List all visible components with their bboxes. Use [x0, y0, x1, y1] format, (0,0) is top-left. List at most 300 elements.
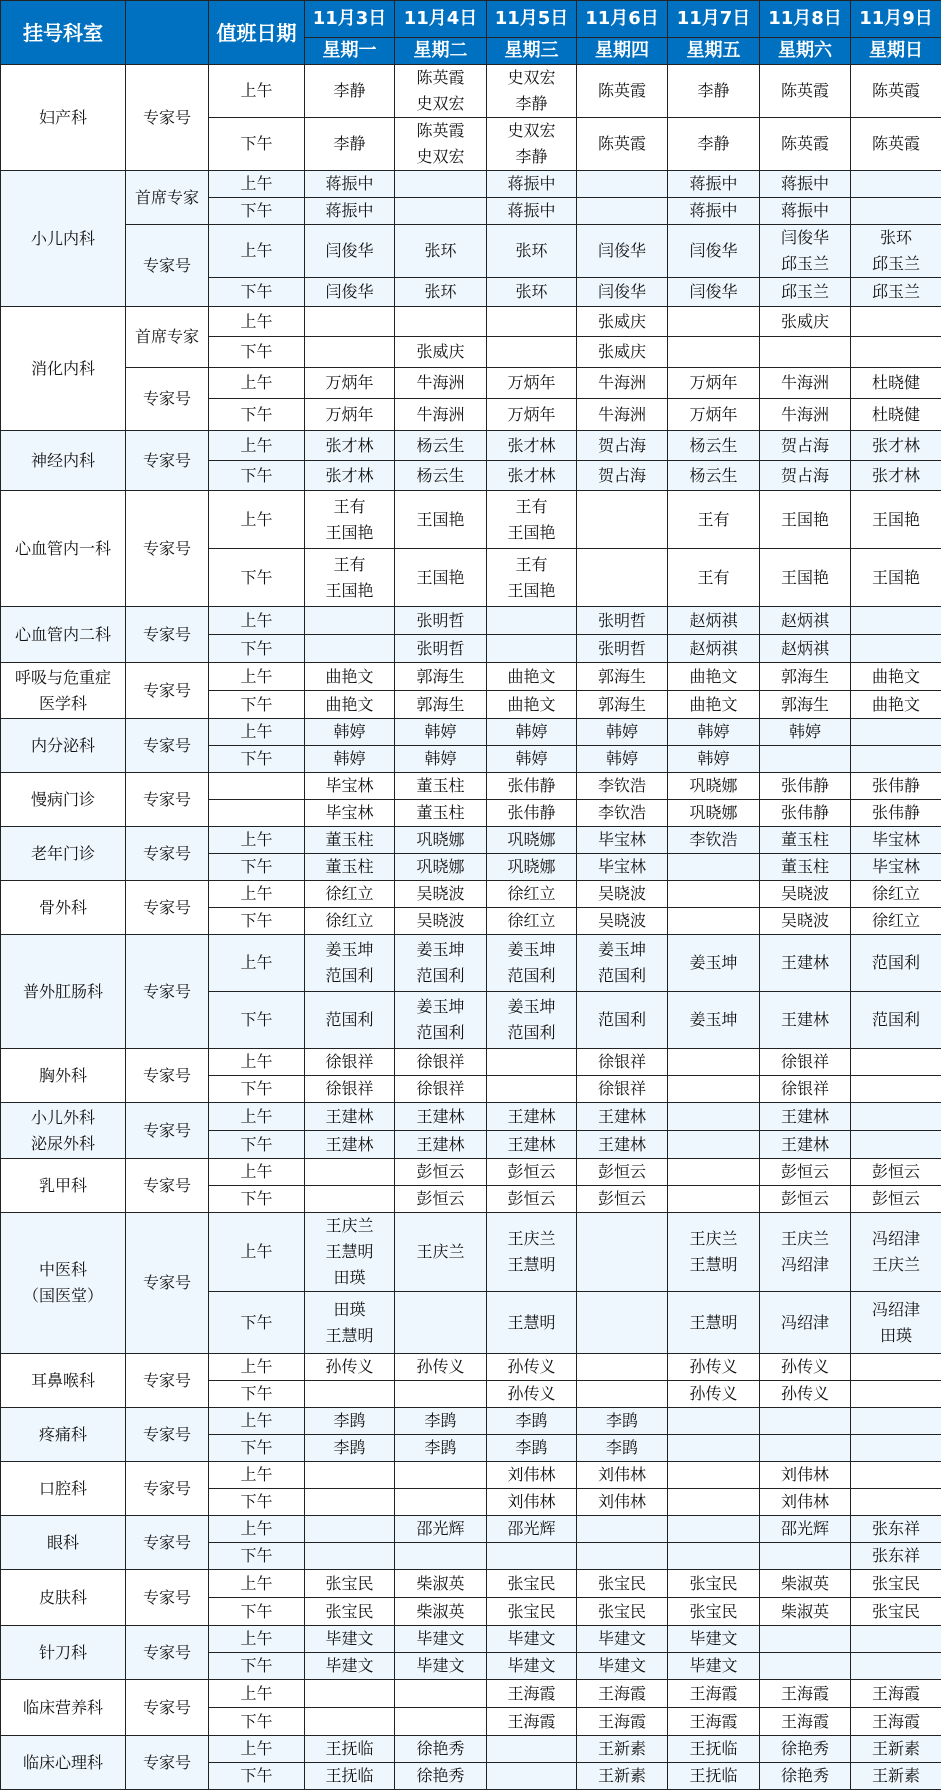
period-cell: 上午 — [209, 431, 305, 461]
period-cell: 下午 — [209, 1186, 305, 1213]
period-cell: 上午 — [209, 663, 305, 691]
doctor-cell: 徐银祥 — [395, 1049, 487, 1076]
doctor-cell — [305, 1186, 395, 1213]
period-cell: 下午 — [209, 1598, 305, 1626]
doctor-cell: 王国艳 — [851, 491, 941, 549]
doctor-cell: 张东祥 — [851, 1543, 941, 1570]
doctor-cell: 姜玉坤 范国利 — [487, 992, 577, 1049]
period-cell: 上午 — [209, 1680, 305, 1708]
registration-type: 专家号 — [126, 719, 209, 773]
doctor-cell: 彭恒云 — [395, 1186, 487, 1213]
schedule-row — [1, 1736, 941, 1763]
doctor-cell: 毕建文 — [395, 1653, 487, 1680]
doctor-cell: 王新素 — [577, 1736, 668, 1763]
table-header — [1, 1, 941, 65]
schedule-row — [1, 1516, 941, 1543]
doctor-cell: 毕宝林 — [577, 827, 668, 854]
doctor-cell: 韩婷 — [395, 746, 487, 773]
registration-type: 专家号 — [126, 1213, 209, 1354]
doctor-cell: 王有 王国艳 — [305, 549, 395, 607]
doctor-cell: 曲艳文 — [305, 691, 395, 719]
doctor-cell: 韩婷 — [487, 746, 577, 773]
doctor-cell — [305, 1462, 395, 1489]
doctor-cell — [668, 1076, 760, 1103]
doctor-cell: 王抚临 — [668, 1736, 760, 1763]
doctor-cell: 陈英霞 — [577, 65, 668, 118]
doctor-cell — [577, 1516, 668, 1543]
doctor-cell: 王建林 — [395, 1103, 487, 1131]
doctor-cell: 张宝民 — [668, 1570, 760, 1598]
doctor-cell: 万炳年 — [305, 399, 395, 431]
doctor-cell: 范国利 — [305, 992, 395, 1049]
period-cell: 上午 — [209, 1159, 305, 1186]
doctor-cell: 陈英霞 — [577, 118, 668, 171]
doctor-cell: 邵光辉 — [760, 1516, 851, 1543]
doctor-cell: 张宝民 — [487, 1570, 577, 1598]
period-cell: 上午 — [209, 307, 305, 337]
doctor-cell: 王新素 — [851, 1763, 941, 1790]
doctor-cell: 张环 邱玉兰 — [851, 225, 941, 278]
period-cell: 上午 — [209, 491, 305, 549]
doctor-cell: 毕宝林 — [851, 827, 941, 854]
header-date: 11月4日 — [395, 1, 487, 38]
doctor-cell: 邱玉兰 — [760, 278, 851, 307]
doctor-cell — [851, 307, 941, 337]
doctor-cell: 王有 王国艳 — [487, 549, 577, 607]
doctor-cell: 王抚临 — [305, 1763, 395, 1790]
doctor-cell: 曲艳文 — [487, 663, 577, 691]
doctor-cell — [577, 1292, 668, 1354]
period-cell: 下午 — [209, 854, 305, 881]
period-cell: 下午 — [209, 1543, 305, 1570]
doctor-cell: 王海霞 — [577, 1708, 668, 1736]
doctor-cell — [851, 1354, 941, 1381]
doctor-cell — [851, 1103, 941, 1131]
doctor-cell: 闫俊华 — [577, 225, 668, 278]
department-name: 疼痛科 — [1, 1408, 126, 1462]
doctor-cell: 邵光辉 — [395, 1516, 487, 1543]
period-cell: 上午 — [209, 1354, 305, 1381]
doctor-cell: 姜玉坤 范国利 — [305, 935, 395, 992]
doctor-cell: 陈英霞 — [851, 118, 941, 171]
doctor-cell: 张伟静 — [760, 800, 851, 827]
doctor-cell — [395, 198, 487, 225]
schedule-row — [1, 827, 941, 854]
doctor-cell: 曲艳文 — [487, 691, 577, 719]
registration-type: 专家号 — [126, 607, 209, 663]
doctor-cell: 李鹍 — [305, 1435, 395, 1462]
doctor-cell — [851, 1462, 941, 1489]
schedule-row — [1, 1408, 941, 1435]
schedule-row — [1, 1354, 941, 1381]
schedule-row — [1, 1103, 941, 1131]
period-cell: 下午 — [209, 399, 305, 431]
doctor-cell: 张宝民 — [305, 1570, 395, 1598]
header-weekday: 星期四 — [577, 38, 668, 65]
doctor-cell: 巩晓娜 — [487, 854, 577, 881]
doctor-cell: 陈英霞 — [760, 118, 851, 171]
department-name: 妇产科 — [1, 65, 126, 171]
doctor-cell: 李鹍 — [395, 1408, 487, 1435]
doctor-cell: 万炳年 — [305, 368, 395, 399]
doctor-cell: 王建林 — [487, 1103, 577, 1131]
doctor-cell: 孙传义 — [305, 1354, 395, 1381]
department-name: 针刀科 — [1, 1626, 126, 1680]
header-weekday: 星期六 — [760, 38, 851, 65]
doctor-cell: 徐银祥 — [760, 1076, 851, 1103]
doctor-cell — [668, 908, 760, 935]
doctor-cell — [577, 491, 668, 549]
period-cell: 上午 — [209, 171, 305, 198]
doctor-cell: 王建林 — [760, 1103, 851, 1131]
doctor-cell — [851, 337, 941, 368]
doctor-cell: 张伟静 — [851, 773, 941, 800]
doctor-cell: 刘伟林 — [577, 1489, 668, 1516]
registration-type: 专家号 — [126, 773, 209, 827]
doctor-cell: 张宝民 — [851, 1598, 941, 1626]
doctor-cell: 赵炳祺 — [760, 635, 851, 663]
doctor-cell — [668, 307, 760, 337]
doctor-cell: 王建林 — [760, 992, 851, 1049]
doctor-cell: 牛海洲 — [760, 368, 851, 399]
doctor-cell: 孙传义 — [760, 1381, 851, 1408]
doctor-cell: 姜玉坤 范国利 — [395, 935, 487, 992]
doctor-cell — [851, 1653, 941, 1680]
doctor-cell: 毕建文 — [305, 1653, 395, 1680]
period-cell: 下午 — [209, 1708, 305, 1736]
doctor-cell — [395, 1543, 487, 1570]
doctor-cell: 王建林 — [577, 1131, 668, 1159]
doctor-cell: 毕建文 — [487, 1653, 577, 1680]
doctor-cell: 张才林 — [487, 431, 577, 461]
department-name: 消化内科 — [1, 307, 126, 431]
doctor-cell: 王国艳 — [851, 549, 941, 607]
doctor-cell: 李静 — [305, 65, 395, 118]
period-cell: 下午 — [209, 278, 305, 307]
doctor-cell: 王慧明 — [668, 1292, 760, 1354]
registration-type: 首席专家 — [126, 171, 209, 225]
doctor-cell: 毕建文 — [577, 1626, 668, 1653]
doctor-cell: 范国利 — [577, 992, 668, 1049]
doctor-cell — [668, 854, 760, 881]
doctor-cell: 张宝民 — [577, 1598, 668, 1626]
doctor-cell — [577, 171, 668, 198]
doctor-cell: 刘伟林 — [487, 1462, 577, 1489]
doctor-cell: 张环 — [487, 225, 577, 278]
department-name: 乳甲科 — [1, 1159, 126, 1213]
period-cell: 上午 — [209, 1570, 305, 1598]
doctor-cell — [395, 307, 487, 337]
doctor-cell: 徐红立 — [851, 881, 941, 908]
period-cell: 上午 — [209, 1408, 305, 1435]
doctor-cell: 蒋振中 — [305, 171, 395, 198]
doctor-cell — [305, 1680, 395, 1708]
period-cell: 下午 — [209, 1435, 305, 1462]
doctor-cell: 彭恒云 — [577, 1159, 668, 1186]
doctor-cell: 王国艳 — [395, 491, 487, 549]
period-cell: 下午 — [209, 1653, 305, 1680]
schedule-row — [1, 1462, 941, 1489]
doctor-cell: 杨云生 — [668, 431, 760, 461]
doctor-cell — [668, 1435, 760, 1462]
doctor-cell: 陈英霞 史双宏 — [395, 65, 487, 118]
doctor-cell — [668, 1489, 760, 1516]
doctor-cell: 董玉柱 — [395, 773, 487, 800]
doctor-cell: 毕宝林 — [577, 854, 668, 881]
registration-type: 专家号 — [126, 1570, 209, 1626]
doctor-cell — [577, 1354, 668, 1381]
doctor-cell: 邱玉兰 — [851, 278, 941, 307]
doctor-cell: 徐艳秀 — [760, 1736, 851, 1763]
doctor-cell: 王建林 — [305, 1103, 395, 1131]
doctor-cell — [487, 1736, 577, 1763]
doctor-cell: 张才林 — [305, 431, 395, 461]
doctor-cell: 孙传义 — [668, 1381, 760, 1408]
doctor-cell: 毕建文 — [487, 1626, 577, 1653]
doctor-cell: 孙传义 — [395, 1354, 487, 1381]
doctor-cell: 牛海洲 — [760, 399, 851, 431]
doctor-cell — [395, 1708, 487, 1736]
doctor-cell: 徐银祥 — [395, 1076, 487, 1103]
doctor-cell: 李钦浩 — [577, 800, 668, 827]
department-name: 眼科 — [1, 1516, 126, 1570]
period-cell: 下午 — [209, 337, 305, 368]
doctor-cell: 董玉柱 — [305, 827, 395, 854]
header-weekday: 星期二 — [395, 38, 487, 65]
schedule-row — [1, 307, 941, 337]
doctor-cell — [305, 1381, 395, 1408]
schedule-row — [1, 607, 941, 635]
doctor-cell: 蒋振中 — [760, 198, 851, 225]
doctor-cell: 毕建文 — [668, 1626, 760, 1653]
department-name: 小儿内科 — [1, 171, 126, 307]
doctor-cell: 王海霞 — [668, 1708, 760, 1736]
doctor-cell — [577, 1543, 668, 1570]
doctor-cell: 闫俊华 — [577, 278, 668, 307]
department-name: 耳鼻喉科 — [1, 1354, 126, 1408]
schedule-row — [1, 1626, 941, 1653]
schedule-row — [1, 1213, 941, 1292]
doctor-cell: 毕宝林 — [305, 773, 395, 800]
doctor-cell: 刘伟林 — [760, 1489, 851, 1516]
doctor-cell: 贺占海 — [577, 461, 668, 491]
doctor-cell — [668, 1103, 760, 1131]
doctor-cell: 杨云生 — [668, 461, 760, 491]
department-name: 口腔科 — [1, 1462, 126, 1516]
period-cell: 上午 — [209, 827, 305, 854]
doctor-cell: 张明哲 — [577, 635, 668, 663]
doctor-cell: 张宝民 — [668, 1598, 760, 1626]
registration-type: 专家号 — [126, 1626, 209, 1680]
department-name: 普外肛肠科 — [1, 935, 126, 1049]
doctor-cell: 吴晓波 — [395, 881, 487, 908]
doctor-cell: 赵炳祺 — [668, 607, 760, 635]
doctor-cell: 徐银祥 — [577, 1076, 668, 1103]
period-cell: 上午 — [209, 65, 305, 118]
doctor-cell: 李鹍 — [487, 1408, 577, 1435]
doctor-cell — [851, 719, 941, 746]
doctor-cell — [851, 1408, 941, 1435]
doctor-cell: 张环 — [395, 225, 487, 278]
doctor-cell: 徐银祥 — [577, 1049, 668, 1076]
doctor-cell — [577, 1381, 668, 1408]
doctor-cell — [305, 635, 395, 663]
registration-type: 专家号 — [126, 1516, 209, 1570]
doctor-cell — [487, 1543, 577, 1570]
doctor-cell: 徐红立 — [851, 908, 941, 935]
doctor-cell: 王抚临 — [305, 1736, 395, 1763]
schedule-row — [1, 368, 941, 399]
doctor-cell: 王建林 — [305, 1131, 395, 1159]
period-cell: 下午 — [209, 1381, 305, 1408]
doctor-cell: 蒋振中 — [668, 171, 760, 198]
doctor-cell: 牛海洲 — [395, 368, 487, 399]
doctor-cell: 王新素 — [577, 1763, 668, 1790]
department-name: 骨外科 — [1, 881, 126, 935]
doctor-cell: 曲艳文 — [668, 691, 760, 719]
doctor-cell: 董玉柱 — [760, 854, 851, 881]
registration-type: 专家号 — [126, 431, 209, 491]
doctor-cell — [760, 746, 851, 773]
doctor-cell: 张宝民 — [487, 1598, 577, 1626]
header-weekday: 星期五 — [668, 38, 760, 65]
doctor-cell: 刘伟林 — [577, 1462, 668, 1489]
doctor-cell — [395, 171, 487, 198]
doctor-cell: 杨云生 — [395, 431, 487, 461]
doctor-cell — [305, 1543, 395, 1570]
doctor-cell: 张明哲 — [577, 607, 668, 635]
doctor-cell — [760, 1626, 851, 1653]
schedule-row — [1, 431, 941, 461]
doctor-cell: 郭海生 — [760, 691, 851, 719]
doctor-cell: 闫俊华 — [305, 278, 395, 307]
department-name: 中医科 （国医堂） — [1, 1213, 126, 1354]
doctor-cell — [851, 1381, 941, 1408]
doctor-cell: 吴晓波 — [760, 908, 851, 935]
doctor-cell: 蒋振中 — [487, 198, 577, 225]
doctor-cell: 李鹍 — [395, 1435, 487, 1462]
doctor-cell — [395, 1292, 487, 1354]
doctor-cell — [577, 198, 668, 225]
period-cell: 下午 — [209, 635, 305, 663]
doctor-cell: 王海霞 — [487, 1708, 577, 1736]
doctor-cell: 冯绍津 — [760, 1292, 851, 1354]
doctor-cell: 王建林 — [577, 1103, 668, 1131]
doctor-cell: 张才林 — [851, 431, 941, 461]
doctor-cell: 史双宏 李静 — [487, 118, 577, 171]
registration-type: 专家号 — [126, 1354, 209, 1408]
doctor-cell — [305, 337, 395, 368]
doctor-cell — [668, 1543, 760, 1570]
doctor-cell: 王海霞 — [760, 1680, 851, 1708]
department-name: 老年门诊 — [1, 827, 126, 881]
doctor-cell: 牛海洲 — [395, 399, 487, 431]
header-date: 11月6日 — [577, 1, 668, 38]
doctor-cell: 王海霞 — [760, 1708, 851, 1736]
doctor-cell: 韩婷 — [577, 746, 668, 773]
doctor-cell: 姜玉坤 — [668, 935, 760, 992]
doctor-cell: 张威庆 — [760, 307, 851, 337]
doctor-cell: 姜玉坤 范国利 — [487, 935, 577, 992]
doctor-cell: 姜玉坤 范国利 — [577, 935, 668, 992]
doctor-cell: 牛海洲 — [577, 399, 668, 431]
doctor-cell: 徐艳秀 — [395, 1763, 487, 1790]
doctor-cell: 韩婷 — [668, 746, 760, 773]
doctor-cell: 张伟静 — [487, 800, 577, 827]
doctor-cell: 巩晓娜 — [668, 800, 760, 827]
doctor-cell: 李钦浩 — [668, 827, 760, 854]
doctor-cell: 杨云生 — [395, 461, 487, 491]
doctor-cell — [395, 1680, 487, 1708]
doctor-cell — [760, 1543, 851, 1570]
doctor-cell: 彭恒云 — [395, 1159, 487, 1186]
doctor-cell: 彭恒云 — [487, 1186, 577, 1213]
doctor-cell: 徐红立 — [305, 908, 395, 935]
doctor-cell: 李鹍 — [305, 1408, 395, 1435]
doctor-cell: 张东祥 — [851, 1516, 941, 1543]
period-cell: 上午 — [209, 1213, 305, 1292]
doctor-cell: 陈英霞 史双宏 — [395, 118, 487, 171]
doctor-cell — [668, 337, 760, 368]
doctor-cell: 闫俊华 — [668, 225, 760, 278]
doctor-cell: 韩婷 — [577, 719, 668, 746]
doctor-cell: 贺占海 — [577, 431, 668, 461]
doctor-cell: 巩晓娜 — [395, 854, 487, 881]
doctor-cell: 徐银祥 — [305, 1049, 395, 1076]
doctor-cell — [851, 635, 941, 663]
doctor-cell: 李鹍 — [577, 1435, 668, 1462]
doctor-cell: 闫俊华 — [305, 225, 395, 278]
doctor-cell: 徐艳秀 — [760, 1763, 851, 1790]
period-cell: 上午 — [209, 1516, 305, 1543]
period-cell: 上午 — [209, 719, 305, 746]
doctor-cell: 张明哲 — [395, 635, 487, 663]
doctor-cell — [487, 1076, 577, 1103]
doctor-cell: 王建林 — [760, 935, 851, 992]
doctor-cell: 贺占海 — [760, 431, 851, 461]
doctor-cell: 杜晓健 — [851, 368, 941, 399]
doctor-cell: 王庆兰 — [395, 1213, 487, 1292]
period-cell: 下午 — [209, 1763, 305, 1790]
registration-type: 专家号 — [126, 1408, 209, 1462]
doctor-cell: 王国艳 — [760, 491, 851, 549]
doctor-cell: 韩婷 — [305, 746, 395, 773]
doctor-cell: 李钦浩 — [577, 773, 668, 800]
period-cell: 下午 — [209, 1131, 305, 1159]
doctor-cell: 赵炳祺 — [760, 607, 851, 635]
schedule-row — [1, 663, 941, 691]
doctor-cell — [851, 1435, 941, 1462]
doctor-cell: 张才林 — [851, 461, 941, 491]
doctor-cell: 毕宝林 — [851, 854, 941, 881]
registration-type: 专家号 — [126, 1103, 209, 1159]
doctor-cell: 李鹍 — [577, 1408, 668, 1435]
doctor-cell: 柴淑英 — [395, 1570, 487, 1598]
period-cell: 下午 — [209, 1489, 305, 1516]
registration-type: 首席专家 — [126, 307, 209, 368]
doctor-cell: 董玉柱 — [760, 827, 851, 854]
doctor-cell: 邵光辉 — [487, 1516, 577, 1543]
department-name: 神经内科 — [1, 431, 126, 491]
doctor-cell — [760, 1435, 851, 1462]
doctor-cell: 范国利 — [851, 992, 941, 1049]
doctor-cell: 徐红立 — [487, 908, 577, 935]
department-name: 小儿外科 泌尿外科 — [1, 1103, 126, 1159]
doctor-cell — [577, 549, 668, 607]
doctor-cell: 王海霞 — [851, 1708, 941, 1736]
doctor-cell — [851, 171, 941, 198]
doctor-cell: 董玉柱 — [305, 854, 395, 881]
